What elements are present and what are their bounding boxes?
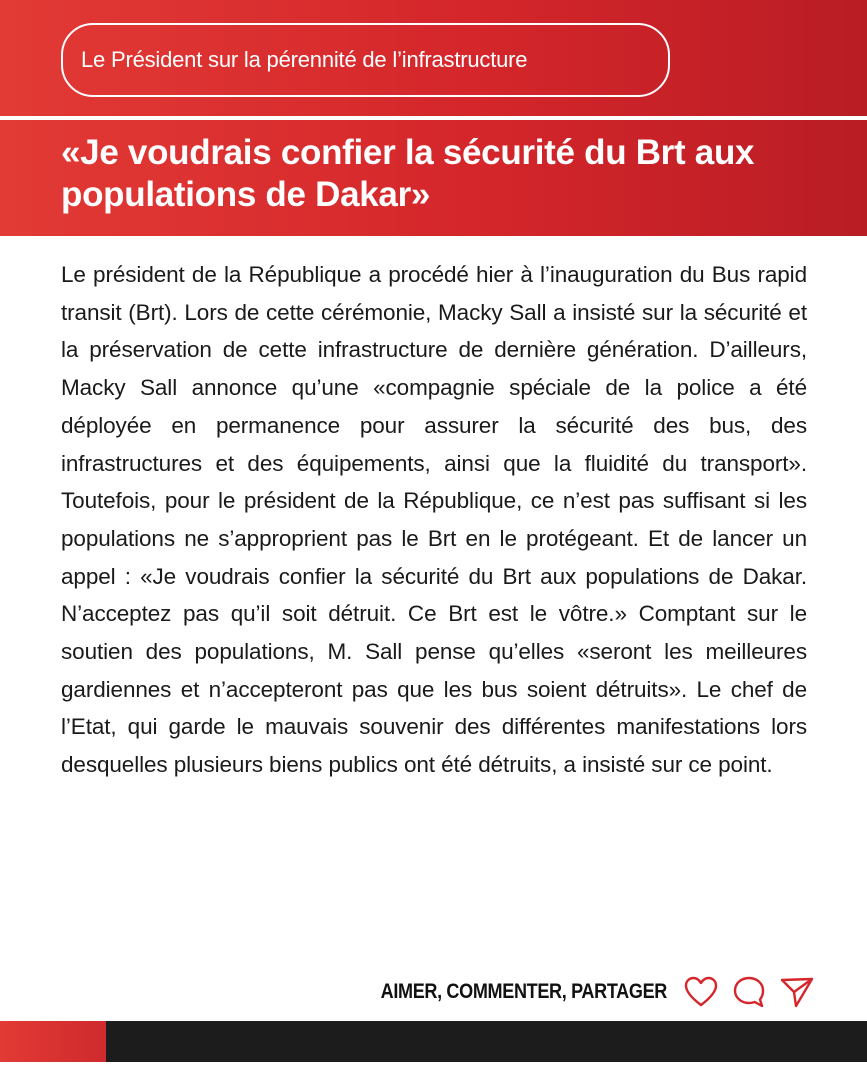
- headline: «Je voudrais confier la sécurité du Brt aux populations de Dakar»: [61, 133, 755, 214]
- header-banner: [0, 0, 867, 236]
- cta-text: AIMER, COMMENTER, PARTAGER: [380, 980, 667, 1003]
- share-icon[interactable]: [779, 974, 815, 1010]
- footer-bar-accent: [0, 1021, 106, 1062]
- divider: [0, 116, 867, 120]
- comment-icon[interactable]: [731, 974, 767, 1010]
- footer-bar: [106, 1021, 867, 1062]
- social-cta: [334, 972, 815, 1012]
- kicker-label: Le Président sur la pérennité de l’infrastructure: [61, 23, 670, 97]
- heart-icon[interactable]: [683, 974, 719, 1010]
- article-body: Le président de la République a procédé hier à l’inauguration du Bus rapid transit (Brt). Lors de cette cérémonie, Macky Sall a insisté sur la sécurité et la préservation de cette infrastructure de dernière génération. D’ailleurs, Macky Sall annonce qu’une «compagnie spéciale de la police a été déployée en permanence pour assurer la sécurité des bus, des infrastructures et des équipements, ainsi que la fluidité du transport». Toutefois, pour le président de la République, ce n’est pas suffisant si les populations ne s’approprient pas le Brt en le protégeant. Et de lancer un appel : «Je voudrais confier la sécurité du Brt aux populations de Dakar. N’acceptez pas qu’il soit détruit. Ce Brt est le vôtre.» Comptant sur le soutien des populations, M. Sall pense qu’elles «seront les meilleures gardiennes et n’accepteront pas que les bus soient détruits». Le chef de l’Etat, qui garde le mauvais souvenir des différentes manifestations lors desquelles plusieurs biens publics ont été détruits, a insisté sur ce point.: [61, 262, 807, 778]
